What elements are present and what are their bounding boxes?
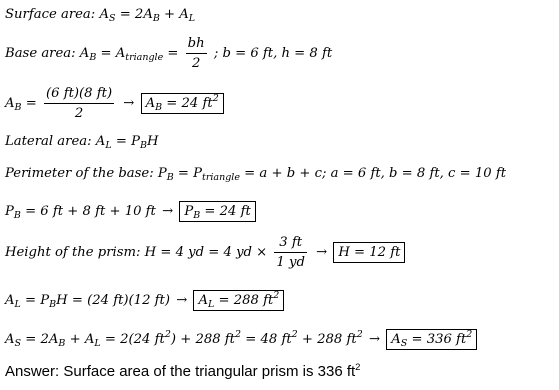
superscript: 2: [356, 329, 363, 340]
subscript: triangle: [125, 52, 164, 63]
superscript: 2: [291, 329, 298, 340]
subscript: L: [188, 13, 196, 24]
answer-label: Answer: Surface area of the triangular prism is 336 ft: [5, 363, 356, 380]
subscript: B: [193, 210, 201, 221]
symbol: A: [99, 7, 109, 22]
result-box: [386, 329, 477, 350]
subscript: L: [94, 338, 101, 349]
symbol: A: [79, 46, 90, 61]
numerator: bh: [186, 36, 207, 54]
surface-area-calculation: [5, 329, 477, 350]
term: =: [167, 46, 179, 61]
answer-text: [5, 363, 360, 380]
term: = a + b + c; a = 6 ft, b = 8 ft, c = 10 ft: [244, 166, 507, 181]
arrow-icon: →: [176, 293, 188, 308]
term: = 2A: [119, 7, 153, 22]
label: Surface area:: [5, 7, 96, 22]
subscript: triangle: [202, 172, 240, 183]
arrow-icon: →: [123, 96, 135, 111]
symbol: A: [391, 332, 401, 347]
result-box: H = 12 ft: [333, 242, 405, 263]
symbol: A: [5, 96, 15, 111]
perimeter-formula: [5, 166, 506, 181]
fraction: [274, 235, 306, 270]
height-conversion: [5, 235, 405, 270]
denominator: 2: [74, 106, 84, 121]
symbol: A: [5, 332, 15, 347]
term: = 336 ft: [411, 332, 467, 347]
subscript: L: [105, 140, 112, 151]
term: = P: [115, 134, 140, 149]
subscript: B: [58, 338, 66, 349]
label: Lateral area:: [5, 134, 92, 149]
superscript: 2: [164, 329, 171, 340]
symbol: P: [157, 166, 167, 181]
subscript: B: [152, 13, 160, 24]
lateral-area-formula: [5, 134, 158, 149]
arrow-icon: →: [368, 332, 380, 347]
term: = 48 ft: [245, 332, 292, 347]
result-box: [141, 93, 224, 114]
subscript: B: [49, 299, 57, 310]
label: Height of the prism:: [5, 245, 141, 260]
subscript: S: [400, 338, 408, 349]
arrow-icon: →: [162, 204, 174, 219]
symbol: A: [145, 96, 156, 111]
superscript: 2: [466, 329, 473, 340]
arrow-icon: →: [316, 245, 328, 260]
term: ) + 288 ft: [170, 332, 235, 347]
term: = 2(24 ft: [104, 332, 165, 347]
symbol: A: [5, 293, 15, 308]
term: H: [146, 134, 159, 149]
subscript: B: [166, 172, 174, 183]
base-area-formula: [5, 36, 332, 71]
subscript: L: [207, 299, 215, 310]
term: = P: [177, 166, 203, 181]
symbol: A: [198, 293, 208, 308]
subscript: S: [14, 338, 22, 349]
result-box: [193, 290, 284, 311]
perimeter-calculation: [5, 201, 256, 222]
term: + A: [69, 332, 95, 347]
term: = 24 ft: [204, 204, 251, 219]
subscript: B: [14, 102, 22, 113]
symbol: P: [184, 204, 194, 219]
base-area-calculation: [5, 86, 224, 121]
term: = 2A: [25, 332, 59, 347]
superscript: 2: [273, 290, 280, 301]
term: = 24 ft: [166, 96, 213, 111]
term: H = 4 yd = 4 yd ×: [144, 245, 268, 260]
symbol: P: [5, 204, 14, 219]
fraction: [44, 86, 114, 121]
subscript: B: [155, 102, 163, 113]
superscript: 2: [234, 329, 242, 340]
term: = 6 ft + 8 ft + 10 ft: [25, 204, 156, 219]
subscript: B: [13, 210, 21, 221]
term: = 288 ft: [218, 293, 274, 308]
subscript: L: [14, 299, 21, 310]
label: Base area:: [5, 46, 76, 61]
term: + 288 ft: [301, 332, 357, 347]
superscript: 2: [212, 93, 219, 104]
numerator: 3 ft: [274, 235, 306, 253]
subscript: B: [139, 140, 147, 151]
denominator: 2: [191, 56, 201, 71]
term: + A: [164, 7, 189, 22]
result-box: [179, 201, 255, 222]
surface-area-formula: [5, 7, 195, 22]
symbol: A: [95, 134, 106, 149]
numerator: (6 ft)(8 ft): [44, 86, 114, 104]
denominator: 1 yd: [276, 255, 305, 270]
term: = P: [25, 293, 50, 308]
term: ; b = 6 ft, h = 8 ft: [213, 46, 333, 61]
term: = A: [100, 46, 126, 61]
superscript: 2: [355, 362, 361, 373]
label: Perimeter of the base:: [5, 166, 154, 181]
term: =: [25, 96, 37, 111]
term: H = (24 ft)(12 ft): [56, 293, 170, 308]
subscript: B: [89, 52, 97, 63]
lateral-area-calculation: [5, 290, 284, 311]
fraction: [186, 36, 207, 71]
subscript: S: [108, 13, 116, 24]
